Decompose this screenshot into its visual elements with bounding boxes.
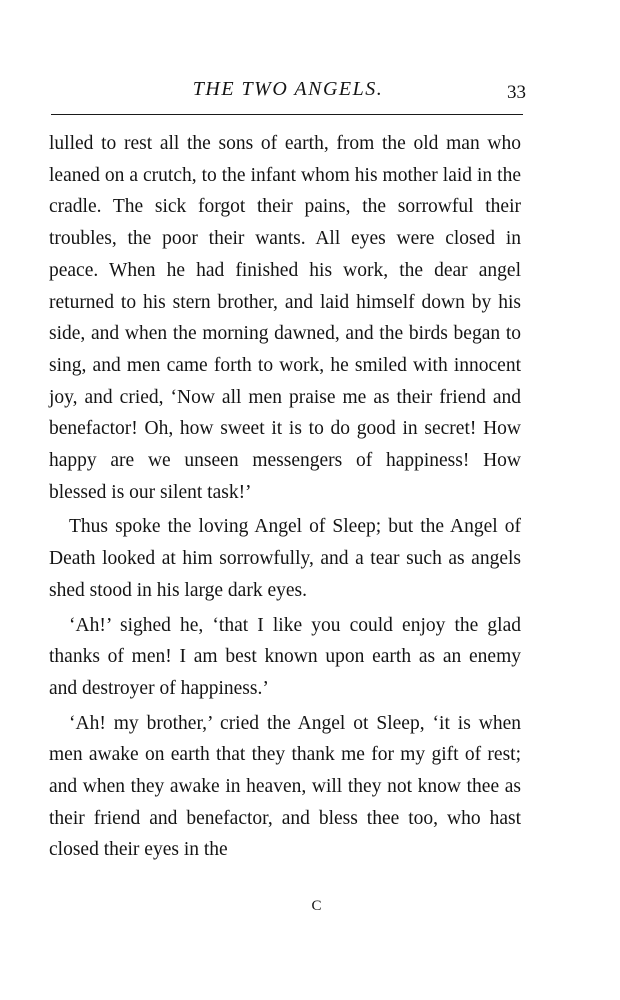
signature-mark: C bbox=[311, 898, 323, 914]
running-head-title: THE TWO ANGELS. bbox=[192, 78, 384, 100]
page-number: 33 bbox=[507, 82, 526, 103]
running-head bbox=[48, 72, 526, 112]
header-rule bbox=[51, 114, 523, 115]
paragraph: Thus spoke the loving Angel of Sleep; but the Angel of Death looked at him sorrowfully, and a tear such as angels shed stood in his large dark eyes. bbox=[49, 516, 521, 601]
body-text bbox=[49, 128, 521, 866]
paragraph: ‘Ah!’ sighed he, ‘that I like you could enjoy the glad thanks of men! I am best known upon earth as an enemy and destroyer of happiness.’ bbox=[49, 614, 521, 699]
paragraph: ‘Ah! my brother,’ cried the Angel ot Sleep, ‘it is when men awake on earth that they thank me for my gift of rest; and when they awake in heaven, will they not know thee as their friend and benefactor, and bless thee too, who hast closed their eyes in the bbox=[49, 712, 521, 861]
signature-mark-container bbox=[0, 898, 620, 915]
paragraph-continued: lulled to rest all the sons of earth, from the old man who leaned on a crutch, to the infant whom his mother laid in the cradle. The sick forgot their pains, the sorrowful their troubles, the poor their wants. All eyes were closed in peace. When he had finished his work, the dear angel returned to his stern brother, and laid himself down by his side, and when the morning dawned, and the birds began to sing, and men came forth to work, he smiled with innocent joy, and cried, ‘Now all men praise me as their friend and benefactor! Oh, how sweet it is to do good in secret! How happy are we unseen messengers of happiness! How blessed is our silent task!’ bbox=[49, 133, 521, 503]
